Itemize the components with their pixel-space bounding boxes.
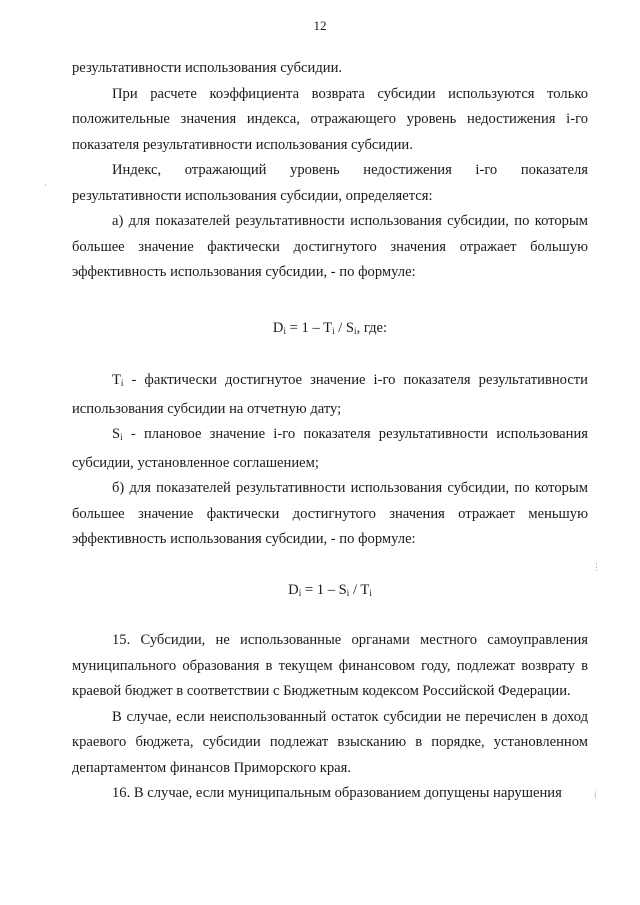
paragraph-case-b: б) для показателей результативности использования субсидии, по которым большее значение фактически достигнутого значения отражает меньшую эффективность использования субсидии, - по формуле: xyxy=(72,480,588,547)
scan-speck: ⁞ xyxy=(594,790,597,800)
paragraph-15: 15. Субсидии, не использованные органами местного самоуправления муниципального образования в текущем финансовом году, подлежат возврату в краевой бюджет в соответствии с Бюджетным кодексом Российской Федерации. xyxy=(72,632,588,699)
paragraph-si-definition: $S_i$ - плановое значение i-го показателя результативности использования субсидии, установленное соглашением; xyxy=(72,426,588,471)
formula-1-block xyxy=(72,316,588,345)
text-block-middle xyxy=(72,368,588,553)
paragraph-recovery: В случае, если неиспользованный остаток субсидии не перечислен в доход краевого бюджета, субсидии подлежат взысканию в порядке, установленном департаментом финансов Приморского края. xyxy=(72,708,588,776)
formula-1: $D_i = 1 - T_i / S_i$, где: xyxy=(272,320,388,336)
paragraph-return-coefficient: При расчете коэффициента возврата субсидии используются только положительные значения индекса, отражающего уровень недостижения i-го показателя результативности использования субсидии. xyxy=(72,85,588,153)
paragraph-index-definition: Индекс, отражающий уровень недостижения i-го показателя результативности использования субсидии, определяется: xyxy=(72,162,588,204)
paragraph-case-a: а) для показателей результативности использования субсидии, по которым большее значение фактически достигнутого значения отражает большую эффективность использования субсидии, - по формуле: xyxy=(72,213,588,280)
text-block-top xyxy=(72,56,588,286)
formula-2-block xyxy=(72,578,588,607)
paragraph-ti-definition: $T_i$ - фактически достигнутое значение i-го показателя результативности использования субсидии на отчетную дату; xyxy=(72,372,588,417)
text-block-bottom xyxy=(72,628,588,807)
paragraph-16: 16. В случае, если муниципальным образованием допущены нарушения xyxy=(112,785,562,801)
formula-2: $D_i = 1 - S_i / T_i$ xyxy=(288,582,372,598)
paragraph-continuation: результативности использования субсидии. xyxy=(72,60,343,76)
scan-speck: ⋮ xyxy=(592,562,601,572)
scan-speck: · xyxy=(44,180,47,190)
page-number: 12 xyxy=(313,18,327,33)
